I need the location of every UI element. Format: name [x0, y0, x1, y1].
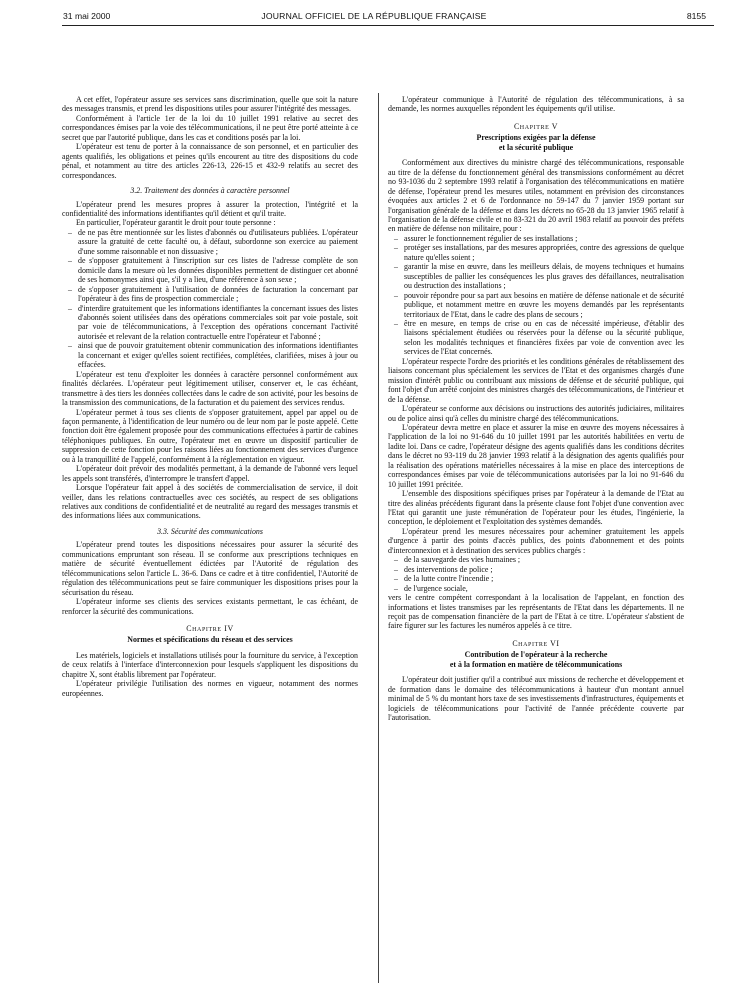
list-item: – d'interdire gratuitement que les informations identifiantes la concernant issues des listes d'abonnés soient utilisées dans des opérations commerciales soit par voie postale, soit par voie de télécommunications, à l'exception des opérations concernant l'activité autorisée et relevant de la relation contractuelle entre l'opérateur et l'abonné ;: [62, 304, 358, 342]
paragraph: L'opérateur doit justifier qu'il a contribué aux missions de recherche et développement et de formation dans le domaine des télécommunications à hauteur d'un montant annuel minimal de 5 % du montant hors taxe de ses investissements d'infrastructures, équipements et logiciels de télécommunications pour l'activité de l'année précédente couverte par l'autorisation.: [388, 675, 684, 723]
paragraph: L'opérateur prend toutes les dispositions nécessaires pour assurer la sécurité des communications empruntant son réseau. Il se conforme aux prescriptions techniques en matière de sécurité éventuellement édictées par l'Autorité de régulation des télécommunications selon l'article L. 36-6. Dans ce cadre et à titre confidentiel, l'Autorité de régulation des télécommunications peut se faire communiquer les dispositions prises pour la sécurisation du réseau.: [62, 540, 358, 597]
paragraph: Conformément aux directives du ministre chargé des télécommunications, responsable au titre de la défense du fonctionnement général des transmissions conformément au décret no 93-1036 du 2 septembre 1993 relatif à l'organisation des télécommunications en matière de défense, l'opérateur prend les mesures utiles, notamment en prévision des circonstances évoquées aux articles 2 et 6 de l'ordonnance no 59-147 du 7 janvier 1959 portant sur l'organisation générale de la défense et dans les décrets no 65-28 du 13 janvier 1965 relatif à l'organisation de la défense civile et no 83-321 du 20 avril 1983 relatif au pouvoir des préfets en matière de défense non militaire, pour :: [388, 158, 684, 234]
paragraph: L'opérateur se conforme aux décisions ou instructions des autorités judiciaires, militaires ou de police ainsi qu'à celles du ministre chargé des télécommunications.: [388, 404, 684, 423]
list-item: – des interventions de police ;: [388, 565, 684, 574]
paragraph: L'opérateur prend les mesures nécessaires pour acheminer gratuitement les appels d'urgence à partir des points d'accès publics, des points d'abonnement et des points d'interconnexion et à destination des services publics chargés :: [388, 526, 684, 555]
paragraph: L'opérateur privilégie l'utilisation des normes en vigueur, notamment des normes européennes.: [62, 679, 358, 698]
journal-title: JOURNAL OFFICIEL DE LA RÉPUBLIQUE FRANÇAISE: [261, 11, 487, 21]
left-column: [62, 95, 358, 698]
chapter-heading-iv: Chapitre IV: [186, 624, 234, 634]
column-divider: [378, 93, 379, 983]
header-rule: [62, 25, 714, 26]
chapter-title-line: Prescriptions exigées par la défense: [476, 133, 596, 143]
paragraph: L'opérateur informe ses clients des services existants permettant, le cas échéant, de renforcer la sécurité des communications.: [62, 597, 358, 616]
chapter-title-vi: [388, 650, 684, 669]
chapter-heading-v: Chapitre V: [513, 121, 559, 131]
list-item: – de ne pas être mentionnée sur les listes d'abonnés ou d'utilisateurs publiées. L'opérateur assure la gratuité de cette faculté ou, à défaut, subordonne son exercice au paiement d'une somme raisonnable et non dissuasive ;: [62, 228, 358, 256]
list-item: – garantir la mise en œuvre, dans les meilleurs délais, de moyens techniques et humains susceptibles de pallier les conséquences les plus graves des défaillances, neutralisation ou destruction des installations ;: [388, 262, 684, 290]
chapter-title-line: Contribution de l'opérateur à la recherche: [464, 650, 608, 660]
list-item: – de la lutte contre l'incendie ;: [388, 574, 684, 583]
rights-list: [62, 228, 358, 370]
defense-measures-list: [388, 234, 684, 357]
page-header: [0, 0, 748, 22]
section-heading-3-2: 3.2. Traitement des données à caractère personnel: [130, 186, 290, 196]
paragraph: L'opérateur doit prévoir des modalités permettant, à la demande de l'abonné vers lequel les appels sont transférés, d'interrompre le transfert d'appel.: [62, 464, 358, 483]
paragraph: L'opérateur prend les mesures propres à assurer la protection, l'intégrité et la confidentialité des informations identifiantes qu'il détient et qu'il traite.: [62, 199, 358, 218]
emergency-services-list: [388, 555, 684, 593]
list-item: – pouvoir répondre pour sa part aux besoins en matière de défense nationale et de sécurité publique, et notamment mettre en œuvre les moyens demandés par les représentants territoriaux de l'Etat, dans le cadre des plans de secours ;: [388, 291, 684, 319]
paragraph: L'ensemble des dispositions spécifiques prises par l'opérateur à la demande de l'Etat au titre des alinéas précédents figurant dans la présente clause font l'objet d'une convention avec l'Etat qui garantit une juste rémunération de l'opérateur pour les études, l'ingénierie, la conception, le déploiement et l'exploitation des systèmes demandés.: [388, 489, 684, 527]
paragraph: En particulier, l'opérateur garantit le droit pour toute personne :: [76, 218, 276, 228]
paragraph: Conformément à l'article 1er de la loi du 10 juillet 1991 relative au secret des correspondances émises par la voie des télécommunications, il ne peut être porté atteinte à ce secret que par l'autorité publique, dans les cas et conditions posés par la loi.: [62, 113, 358, 142]
page-number: 8155: [686, 11, 706, 21]
paragraph: L'opérateur communique à l'Autorité de régulation des télécommunications, à sa demande, les normes auxquelles répondent les équipements qu'il utilise.: [388, 95, 684, 114]
list-item: – de la sauvegarde des vies humaines ;: [388, 555, 684, 564]
list-item: – assurer le fonctionnement régulier de ses installations ;: [388, 234, 684, 243]
paragraph: L'opérateur permet à tous ses clients de s'opposer gratuitement, appel par appel ou de façon permanente, à l'identification de leur numéro ou de leur nom par le poste appelé. Cette fonction doit être également proposée pour des communications effectuées à partir de cabines téléphoniques publiques. En outre, l'opérateur met en œuvre un dispositif particulier de suppression de cette fonction pour les raisons liées au fonctionnement des services d'urgence ou à la tranquillité de l'appelé, conformément à la réglementation en vigueur.: [62, 407, 358, 464]
chapter-title-line: et à la formation en matière de télécommunications: [449, 659, 623, 669]
chapter-title-iv: Normes et spécifications du réseau et des services: [127, 635, 293, 645]
paragraph: L'opérateur est tenu de porter à la connaissance de son personnel, et en particulier des agents qualifiés, les obligations et peines qu'ils encourent au titre des dispositions du code pénal, et notamment au titre des articles 226-13, 226-15 et 432-9 relatifs au secret des correspondances.: [62, 142, 358, 180]
chapter-title-line: et la sécurité publique: [498, 142, 574, 152]
header-date: 31 mai 2000: [63, 11, 111, 21]
paragraph: A cet effet, l'opérateur assure ses services sans discrimination, quelle que soit la nature des messages transmis, et prend les dispositions utiles pour assurer l'intégrité des messages.: [62, 95, 358, 114]
list-item: – de l'urgence sociale,: [388, 584, 684, 593]
chapter-title-v: [388, 133, 684, 152]
paragraph: Les matériels, logiciels et installations utilisés pour la fourniture du service, à l'exception de ceux relatifs à l'interface d'interconnexion pour lesquels s'appliquent les dispositions du chapitre X, sont établis librement par l'opérateur.: [62, 650, 358, 679]
paragraph: L'opérateur est tenu d'exploiter les données à caractère personnel conformément aux finalités déclarées. L'opérateur peut légitimement utiliser, conserver et, le cas échéant, transmettre à des tiers les données collectées dans le cadre de son activité, pour les besoins de la transmission des communications, de la facturation et du paiement des services rendus.: [62, 369, 358, 408]
list-item: – être en mesure, en temps de crise ou en cas de nécessité impérieuse, d'établir des liaisons spécialement étudiées ou réservées pour la défense ou la sécurité publique, selon les modalités techniques et financières fixées par voie de convention avec les services de l'Etat concernés.: [388, 319, 684, 357]
section-heading-3-3: 3.3. Sécurité des communications: [157, 526, 263, 536]
list-item: – de s'opposer gratuitement à l'inscription sur ces listes de l'adresse complète de son domicile dans la mesure où les données disponibles permettent de distinguer cet abonné de ses homonymes ainsi que, s'il y a lieu, d'une référence à son sexe ;: [62, 256, 358, 284]
paragraph: L'opérateur respecte l'ordre des priorités et les conditions générales de rétablissement des liaisons concernant plus spécialement les services de l'Etat et des organismes chargés d'une mission d'intérêt public ou contribuant aux missions de défense et de sécurité publique, qui font l'objet d'un arrêté conjoint des ministres chargés des télécommunications, de l'intérieur et de la défense.: [388, 356, 684, 404]
paragraph: vers le centre compétent correspondant à la localisation de l'appelant, en fonction des informations et listes transmises par les représentants de l'Etat dans les départements. Il ne reçoit pas de compensation financière de la part de l'Etat à ce titre. L'opérateur s'abstient de faire figurer sur les factures les numéros appelés à ce titre.: [388, 593, 684, 631]
chapter-heading-vi: Chapitre VI: [512, 638, 560, 648]
right-column: [388, 95, 684, 723]
list-item: – ainsi que de pouvoir gratuitement obtenir communication des informations identifiantes la concernant et exiger qu'elles soient rectifiées, complétées, clarifiées, mises à jour ou effacées.: [62, 341, 358, 369]
list-item: – de s'opposer gratuitement à l'utilisation de données de facturation la concernant par l'opérateur à des fins de prospection commerciale ;: [62, 285, 358, 304]
paragraph: L'opérateur devra mettre en place et assurer la mise en œuvre des moyens nécessaires à l'application de la loi no 91-646 du 10 juillet 1991 par les autorités habilitées en vertu de ladite loi. Dans ce cadre, l'opérateur désigne des agents qualifiés dans les conditions décrites dans le décret no 93-119 du 28 janvier 1993 relatif à la désignation des agents qualifiés pour la réalisation des opérations matérielles nécessaires à la mise en place des interceptions de correspondances émises par voie de télécommunications autorisées par la loi no 91-646 du 10 juillet 1991 précitée.: [388, 422, 684, 489]
list-item: – protéger ses installations, par des mesures appropriées, contre des agressions de quelque nature qu'elles soient ;: [388, 243, 684, 262]
paragraph: Lorsque l'opérateur fait appel à des sociétés de commercialisation de service, il doit veiller, dans les relations contractuelles avec ces sociétés, au respect de ses obligations relatives aux conditions de confidentialité et de neutralité au regard des messages transmis et des informations liées aux communications.: [62, 483, 358, 521]
